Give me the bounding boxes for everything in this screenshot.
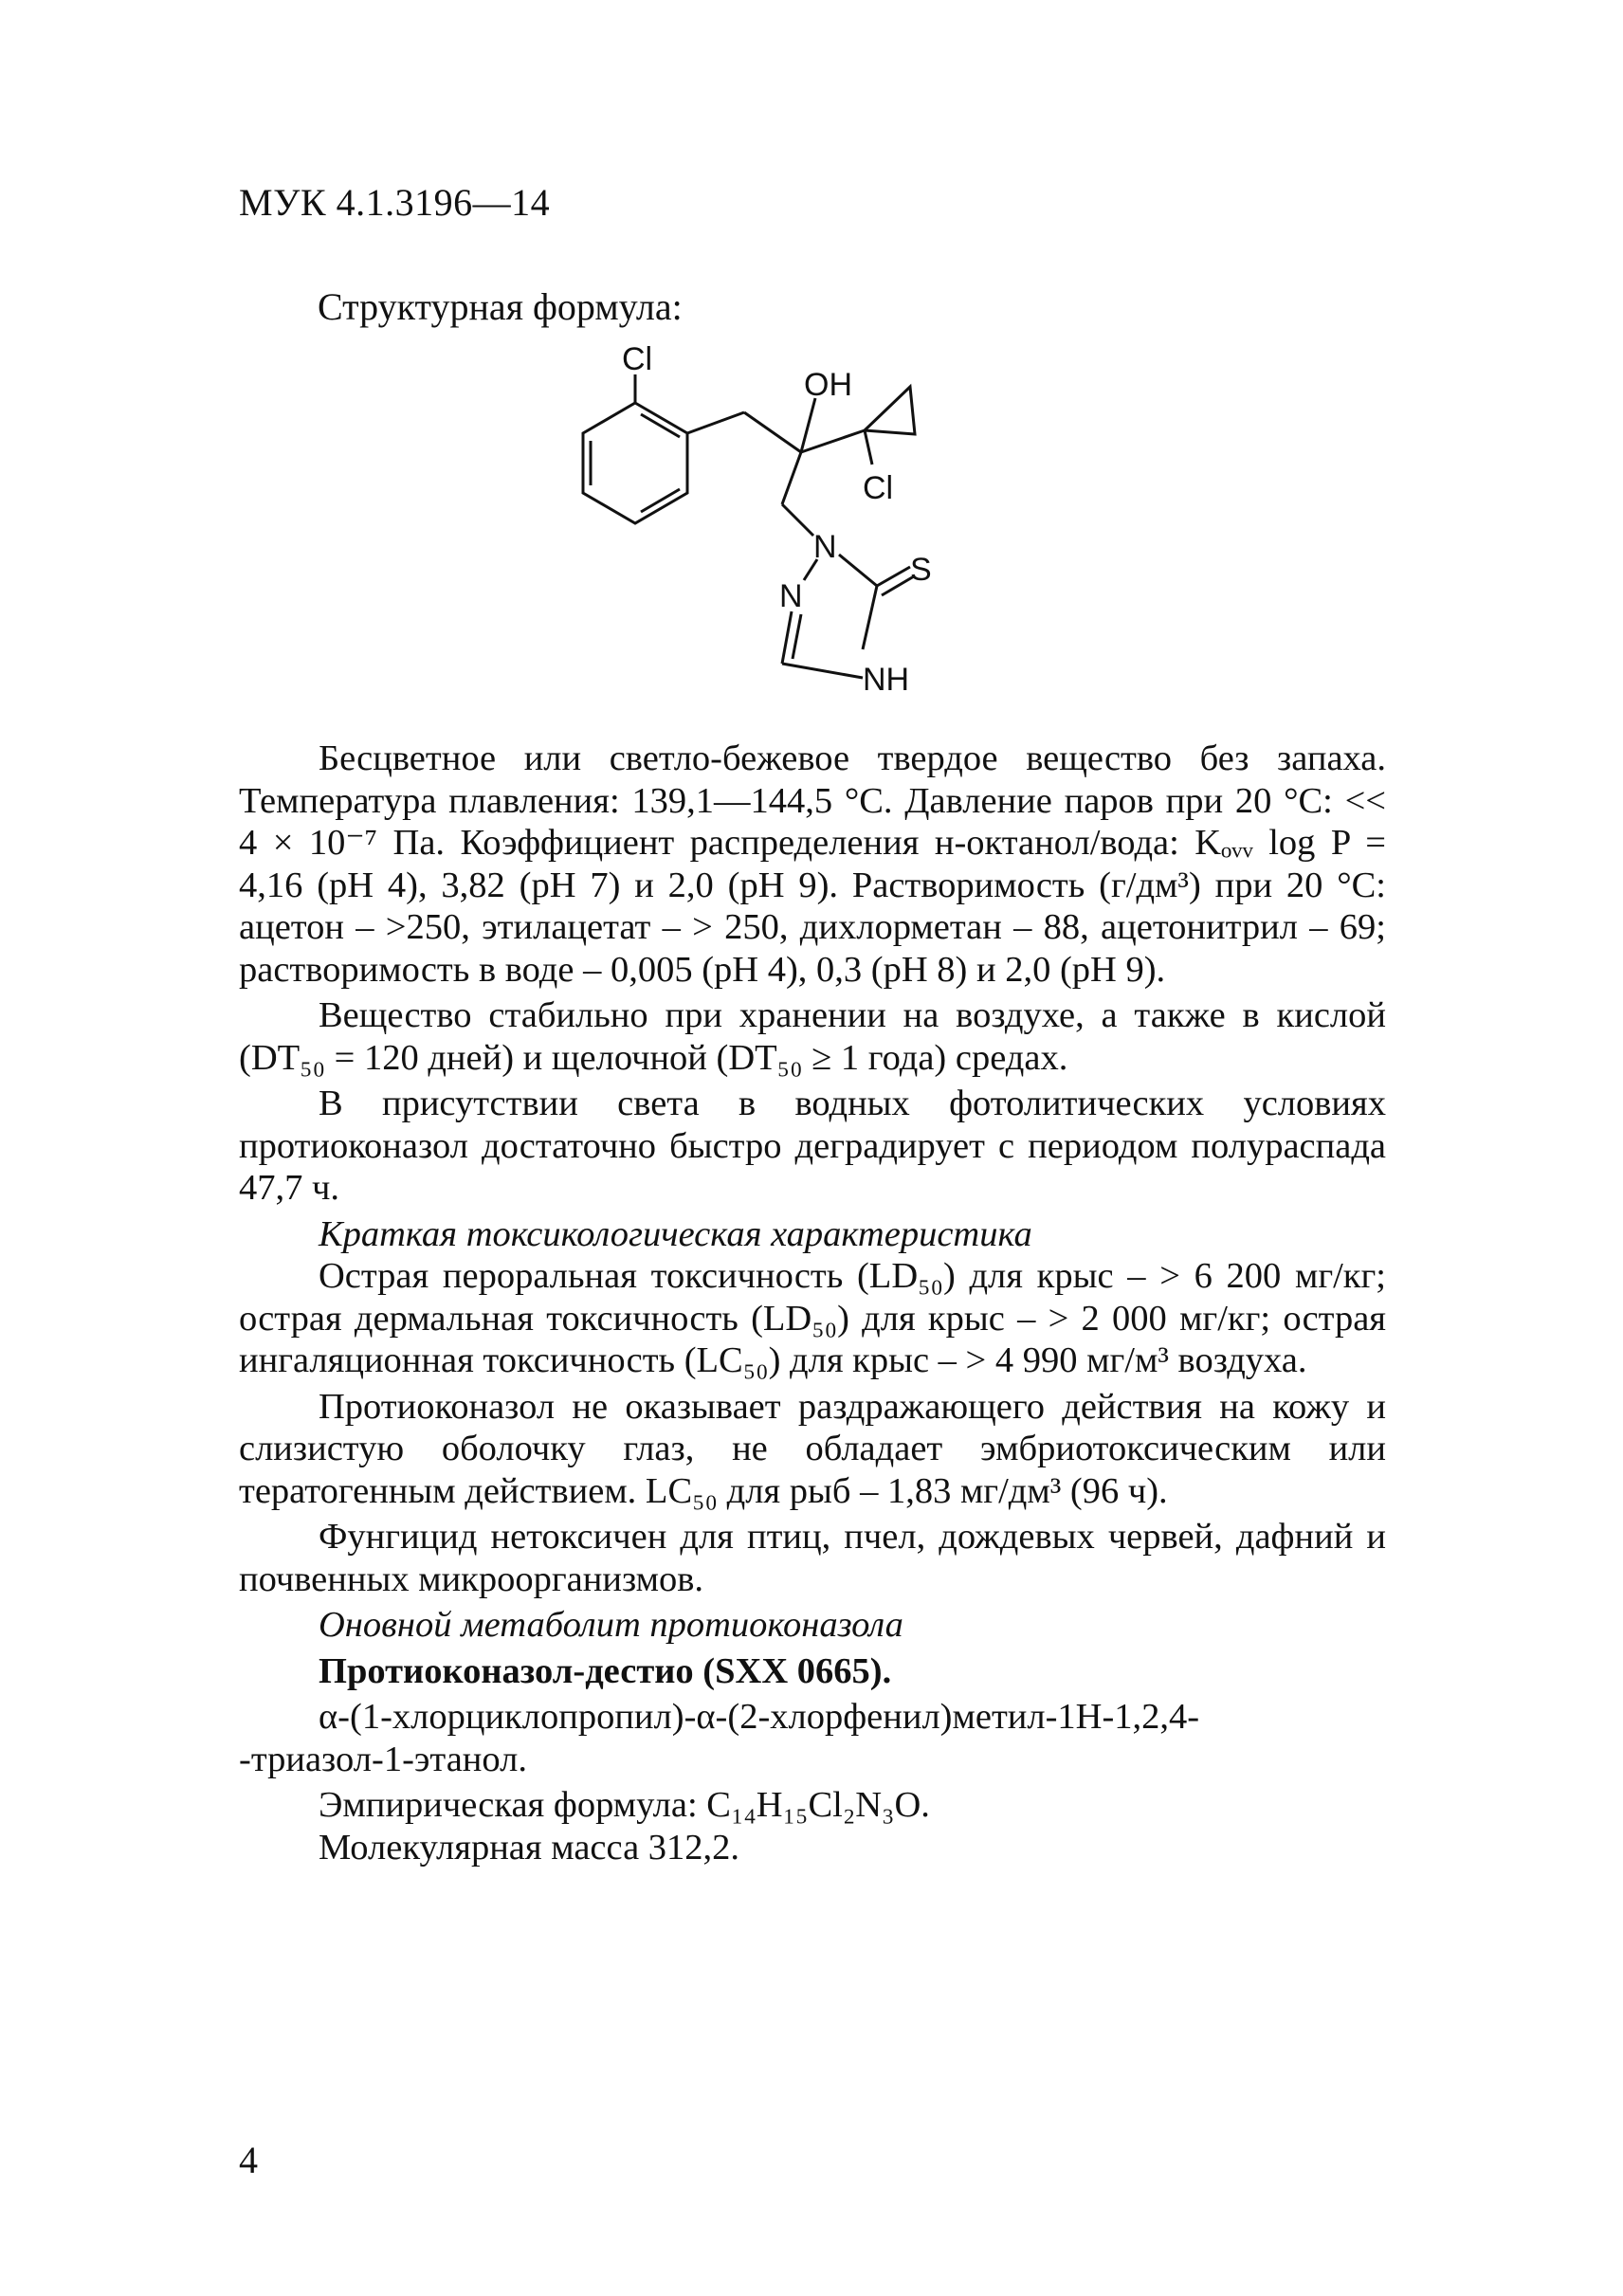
paragraph-photolysis: В присутствии света в водных фотолитических условиях протиоконазол достаточно быстро деградирует с периодом полураспада 47,7 ч.	[239, 1084, 1386, 1208]
atom-n2: N	[779, 578, 803, 614]
cyclopropyl-ring	[865, 387, 915, 434]
atom-cl-right: Cl	[863, 470, 894, 506]
paragraph-properties: Бесцветное или светло-бежевое твердое вещество без запаха. Температура плавления: 139,1—144,5 °С. Давление паров при 20 °С: << 4 × 10⁻⁷ Па. Коэффициент распределения н-октанол/вода: Kₒᵥᵥ log P = 4,16 (pH 4), 3,82 (pH 7) и 2,0 (pH 9). Растворимость (г/дм³) при 20 °С: ацетон – >250, этилацетат – > 250, дихлорметан – 88, ацетонитрил – 69; растворимость в воде – 0,005 (pH 4), 0,3 (pH 8) и 2,0 (pH 9).	[239, 738, 1386, 990]
empirical-formula: Эмпирическая формула: C₁₄H₁₅Cl₂N₃O.	[319, 1785, 930, 1825]
bond-c-oh	[801, 398, 815, 452]
bond-ch-n2	[782, 611, 792, 664]
atom-cl-top: Cl	[622, 341, 653, 377]
bond-c-cyclopropyl	[801, 430, 865, 452]
paragraph-toxicity: Острая пероральная токсичность (LD₅₀) для крыс – > 6 200 мг/кг; острая дермальная токсичность (LD₅₀) для крыс – > 2 000 мг/кг; острая ингаляционная токсичность (LC₅₀) для крыс – > 4 990 мг/м³ воздуха.	[239, 1256, 1386, 1380]
bond-nh-ch	[782, 664, 863, 678]
heading-toxicology: Краткая токсикологическая характеристика	[319, 1213, 1032, 1254]
bond-n2-n1	[804, 559, 817, 580]
atom-s: S	[910, 552, 932, 588]
benzene-ring	[583, 403, 687, 523]
metabolite-name: Протиоконазол-дестио (SXX 0665).	[319, 1650, 892, 1691]
structural-formula	[512, 332, 1043, 711]
bond-ch-n2-double	[793, 614, 801, 659]
bond-ring-ch2	[687, 412, 744, 433]
atom-oh: OH	[804, 367, 852, 403]
bond-cs-nh	[863, 586, 877, 649]
atom-nh: NH	[863, 662, 910, 698]
page-number: 4	[239, 2139, 258, 2181]
bond-ch2-n	[782, 504, 813, 536]
document-body	[239, 738, 1386, 1868]
iupac-name-line2: -триазол-1-этанол.	[239, 1739, 527, 1779]
heading-metabolite: Оновной метаболит протиоконазола	[319, 1605, 903, 1645]
document-header: МУК 4.1.3196—14	[239, 181, 551, 224]
structure-label: Структурная формула:	[318, 285, 683, 328]
bond-cyclopropyl-cl	[865, 430, 872, 465]
bond-ch2-c	[744, 412, 801, 452]
paragraph-stability: Вещество стабильно при хранении на воздухе, а также в кислой (DT₅₀ = 120 дней) и щелочной (DT₅₀ ≥ 1 года) средах.	[239, 995, 1386, 1078]
paragraph-irritation: Протиоконазол не оказывает раздражающего действия на кожу и слизистую оболочку глаз, не обладает эмбриотоксическим или тератогенным действием. LC₅₀ для рыб – 1,83 мг/дм³ (96 ч).	[239, 1386, 1386, 1511]
bond-n1-cs	[839, 555, 877, 586]
iupac-name-line1: α-(1-хлорциклопропил)-α-(2-хлорфенил)метил-1Н-1,2,4-	[319, 1697, 1200, 1737]
bond-c-ch2-down	[782, 452, 801, 504]
molecular-mass: Молекулярная масса 312,2.	[319, 1827, 740, 1868]
atom-n1: N	[813, 529, 837, 565]
paragraph-ecotoxicity: Фунгицид нетоксичен для птиц, пчел, дождевых червей, дафний и почвенных микроорганизмов.	[239, 1517, 1386, 1599]
